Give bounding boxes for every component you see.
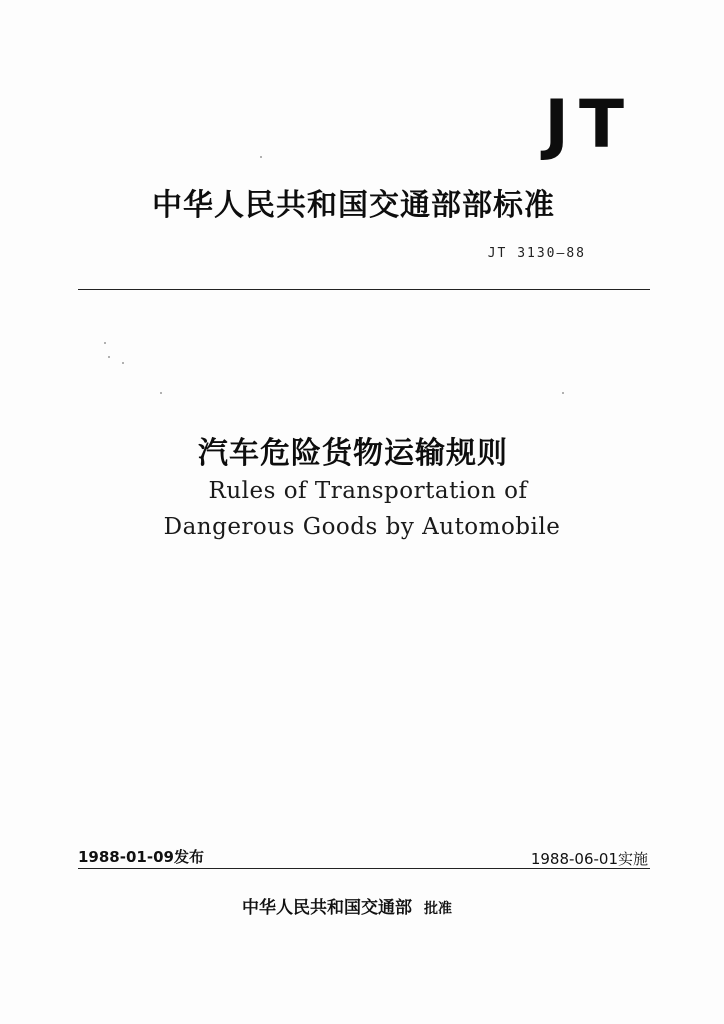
document-title-chinese: 汽车危险货物运输规则 bbox=[198, 436, 508, 471]
approving-body: 中华人民共和国交通部 bbox=[242, 898, 412, 918]
speck bbox=[104, 342, 106, 344]
approval-word: 批准 bbox=[424, 901, 452, 917]
bottom-divider bbox=[78, 868, 650, 869]
speck bbox=[260, 156, 262, 158]
standard-number: JT 3130—88 bbox=[487, 246, 586, 261]
issue-date: 1988-01-09发布 bbox=[78, 848, 204, 866]
speck bbox=[160, 392, 162, 394]
jt-logo: JT bbox=[544, 86, 634, 163]
ministry-standard-heading: 中华人民共和国交通部部标准 bbox=[152, 188, 555, 223]
speck bbox=[122, 362, 124, 364]
approval-line bbox=[242, 893, 452, 918]
speck bbox=[108, 356, 110, 358]
implementation-date: 1988-06-01实施 bbox=[530, 850, 648, 868]
document-title-english-line2: Dangerous Goods by Automobile bbox=[163, 514, 561, 540]
document-title-english-line1: Rules of Transportation of bbox=[208, 478, 528, 504]
top-divider bbox=[78, 289, 650, 290]
speck bbox=[562, 392, 564, 394]
